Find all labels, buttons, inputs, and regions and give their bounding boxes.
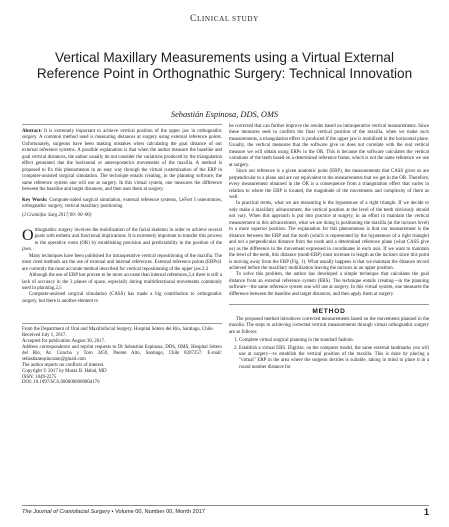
abstract-heading: Abstract:	[22, 129, 42, 134]
intro-paragraph-4: Computer-assisted surgical simulation (CASS) has made a big contribution to orthognathic surgery, but there is another element to	[22, 292, 222, 304]
citation: (J Craniofac Surg 2017;00: 00–00)	[22, 213, 92, 219]
drop-cap: O	[22, 226, 34, 244]
page-number: 1	[423, 507, 429, 517]
journal-issue: Volume 00, Number 00, Month 2017	[115, 509, 205, 515]
left-column	[22, 124, 222, 386]
body-paragraph-1: be corrected that can further improve the results based on intraoperative vertical measurements. Since these measures seek to confirm the final vertical position of the maxilla, when we make such measurements, a triangulation effect is produced if the upper jaw is mobilized in the horizontal plane. Usually, the vertical measures that the software give us does not correlate with the real vertical measure we will obtain using ERPs in the OR. This is because the software calculates the vertical variations of the teeth based on a determined reference frame, which is not the same reference we use at surgery.	[229, 124, 429, 168]
abstract	[22, 129, 222, 194]
intro-paragraph-1	[22, 228, 222, 254]
section-label-rest: LINICAL STUDY	[196, 15, 259, 23]
author-name: Sebastián Espinosa, DDS, OMS	[170, 110, 279, 119]
footnote: Accepted for publication August 30, 2017.	[22, 339, 106, 345]
abstract-text: It is extremely important to achieve vertical position of the upper jaw in orthognathic surgery. A common method used is measuring distances at surgery using external reference points. Unfortunately, surgeons have been making mistakes when calculating the goal distance of our external reference systems. A possible explanation is that when the author measure the baseline and goal vertical distances, the author usually do not consider the variations produced by the triangulation effect generated due the horizontal or anteroposterior movements of the maxilla. A method is proposed to fix this phenomenon in an easy way through the virtual customization of the ERP in computer-assisted surgical simulation. The technique entails creating, in the planning software, the same reference system one will use at surgery. In this virtual system, one measures the difference between the baseline and target distances, and then uses them at surgery.	[22, 129, 222, 193]
method-step: 1. Complete virtual surgical planning in the standard fashion.	[239, 338, 429, 344]
footnote: Copyright © 2017 by Mutaz B. Habal, MD	[22, 368, 107, 374]
body-paragraph-2: Since our reference is a given anatomic point (ERP), the measurements that CASS gives us are perpendicular to a plane and are not equivalent to the measurements that we get in the OR. Therefore, every measurement obtained in the OR is a consequence from a triangulation effect that varies in relation to where the ERP is located, the magnitude of the movements and complexity of them as well.	[229, 169, 429, 200]
article-title: Vertical Maxillary Measurements using a Virtual External Reference Point in Orthognathic Surgery: Technical Innovation	[36, 50, 413, 82]
footnotes	[22, 323, 222, 386]
body-paragraph-3: In practical terms, what we are measuring is the hypotenuse of a right triangle. If we decide to only make a maxillary advancement, the vertical position at the level of the teeth obviously should not vary. When this approach is put into practice at surgery, in an effort to maintain the vertical measurement in this advancement, what we are doing is positioning the maxilla (at the incisors level) in a more superior position. The explanation for this phenomenon is that our measurement is the distance between the ERP and the tooth (which is represented by the hypotenuse of a right triangle) and not a perpendicular distance from the tooth and a determined reference plane (what CASS give us) as the difference in the movement expressed in coordinates in each axis. If we want to maintain the level of the teeth, this distance (tooth-ERP) must increase in length as the incisors since this point is moving away from the ERP (Fig. 1). What usually happens is that we maintain the distance record achieved before the maxillary mobilization leaving the incisors in an upper position.	[229, 201, 429, 271]
method-intro: The proposed method introduces corrected measurements based on the movements planned in the maxilla. The steps to achieving corrected vertical measurements through virtual orthognathic surgery are as follows:	[229, 316, 429, 335]
method-heading: METHOD	[229, 304, 429, 315]
intro-paragraph-2: Many techniques have been published for intraoperative vertical repositioning of the maxilla. The most cited methods are the use of external and internal references. External reference points (ERPs)1 are currently the most accurate method described for vertical repositioning of the upper jaw.2,3	[22, 253, 222, 272]
intro-paragraph-3: Although the use of ERP has proven to be more accurate than internal references,2,4 there is still a lack of accuracy in the 3 planes of space, especially during multidirectional movements commonly used in planning.2,5	[22, 273, 222, 291]
keywords	[22, 198, 222, 211]
footnote: ISSN: 1049-2275	[22, 374, 57, 380]
intro-p1-text: rthognathic surgery involves the mobilization of the facial skeleton in order to achieve several goals with esthetic and functional implications. It is extremely important to transfer this process to the operative room (OR) by establishing precision and predictability in the position of the jaws.	[22, 227, 222, 253]
footnote: From the Department of Oral and Maxillofacial Surgery, Hospital Sótero del Río, Santiago, Chile.	[22, 327, 214, 333]
footnote: Address correspondence and reprint requests to Dr Sebastián Espinosa, DDS, OMS, Hospital Sótero del Río, Av. Concha y Toro 3459, Puente Alto, Santiago, Chile 8207257; E-mail: sebastianespinosam@gmail.com	[22, 345, 222, 362]
page-footer: The Journal of Craniofacial Surgery • Volume 00, Number 00, Month 2017 1	[22, 507, 429, 517]
right-column	[229, 124, 429, 372]
footnote: DOI: 10.1097/SCS.0000000000004170	[22, 380, 100, 386]
section-label	[0, 14, 449, 24]
footnote: Received July 1, 2017.	[22, 333, 67, 339]
keywords-text: Computer-aided surgical simulation, external reference systems, LeFort I osteotomies, orthognathic surgery, vertical maxillary positioning	[22, 197, 222, 209]
method-step: 2. Establish a virtual ERS. Digitize, on the computer model, the same external landmarks you will use at surgery—to establish the vertical position of the maxilla. This is done by placing a "virtual" ERP in the area where the surgeon decides is suitable, taking in mind to place it in a round number distance for	[239, 346, 429, 372]
method-steps	[229, 338, 429, 371]
footnote: The author reports no conflicts of interest.	[22, 362, 105, 368]
journal-name: The Journal of Craniofacial Surgery	[22, 509, 110, 515]
section-label-initial: C	[190, 14, 197, 24]
keywords-heading: Key Words:	[22, 197, 48, 203]
body-paragraph-4: To solve this problem, the author has developed a simple technique that calculates the goal distance from an external reference system (ERS). The technique entails creating—in the planning software—the same reference system one will use at surgery. In this virtual system, one measures the difference between the baseline and target distances, and then apply them at surgery.	[229, 272, 429, 297]
